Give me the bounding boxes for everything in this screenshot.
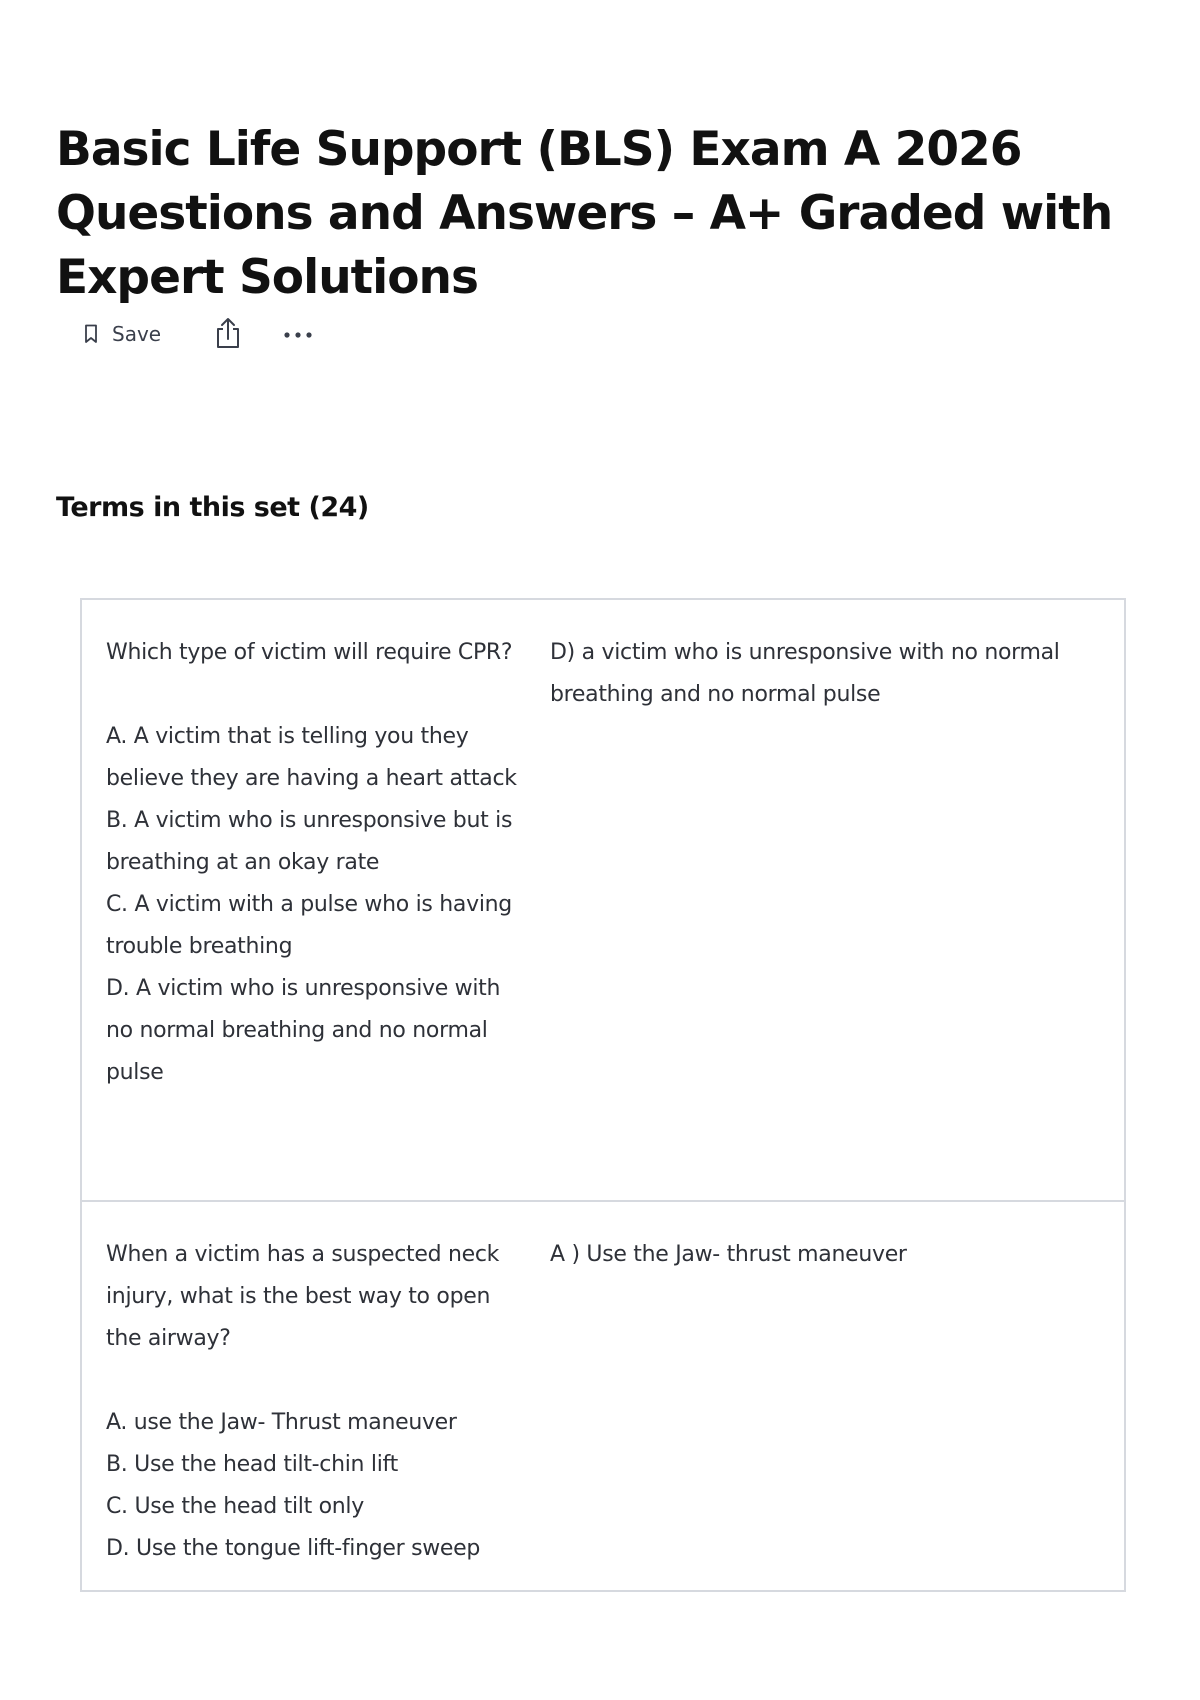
- term-answer: D) a victim who is unresponsive with no normal breathing and no normal pulse: [550, 640, 1060, 707]
- page-title: Basic Life Support (BLS) Exam A 2026 Questions and Answers – A+ Graded with Expert Solutions: [56, 122, 1113, 305]
- term-question: [106, 632, 526, 1170]
- question-option: A. use the Jaw- Thrust maneuver: [106, 1410, 457, 1435]
- term-question: [106, 1234, 526, 1560]
- bookmark-icon: [84, 324, 98, 344]
- save-button-label: Save: [112, 322, 162, 346]
- term-card: [82, 1200, 1124, 1590]
- question-option: C. A victim with a pulse who is having trouble breathing: [106, 892, 512, 959]
- share-icon: [215, 317, 241, 352]
- save-button[interactable]: [84, 322, 161, 346]
- more-horizontal-icon: [283, 327, 313, 342]
- question-option: B. A victim who is unresponsive but is breathing at an okay rate: [106, 808, 513, 875]
- more-options-button[interactable]: [283, 327, 313, 342]
- question-option: C. Use the head tilt only: [106, 1494, 364, 1519]
- term-answer: A ) Use the Jaw- thrust maneuver: [550, 1242, 907, 1267]
- question-option: D. Use the tongue lift-finger sweep: [106, 1536, 481, 1561]
- question-option: A. A victim that is telling you they believe they are having a heart attack: [106, 724, 517, 791]
- question-option: B. Use the head tilt-chin lift: [106, 1452, 398, 1477]
- question-text: When a victim has a suspected neck injury, what is the best way to open the airway?: [106, 1242, 500, 1351]
- terms-heading: Terms in this set (24): [56, 492, 369, 523]
- share-button[interactable]: [215, 317, 241, 352]
- terms-list: [80, 598, 1126, 1592]
- set-toolbar: [84, 314, 313, 354]
- question-text: Which type of victim will require CPR?: [106, 640, 513, 665]
- question-option: D. A victim who is unresponsive with no normal breathing and no normal pulse: [106, 976, 501, 1085]
- term-card: [82, 600, 1124, 1200]
